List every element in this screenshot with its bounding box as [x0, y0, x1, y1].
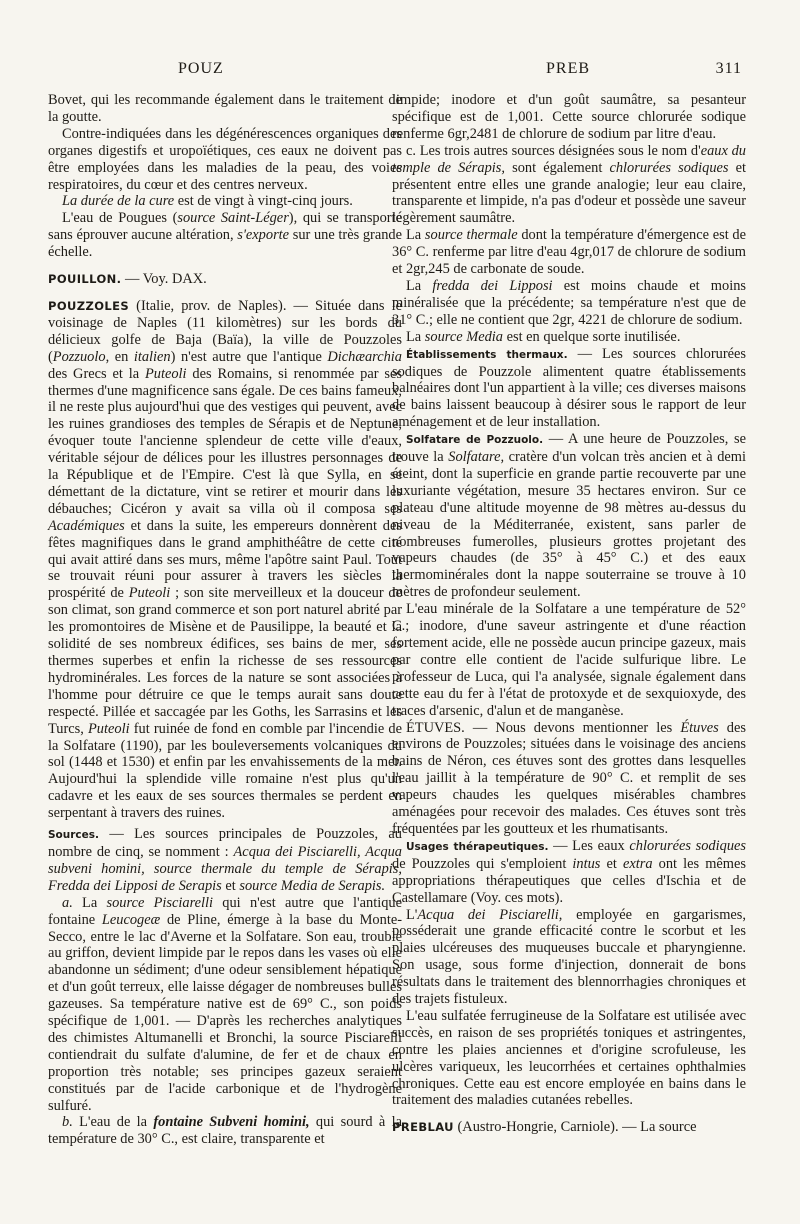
entry-pouzzoles: POUZZOLES (Italie, prov. de Naples). — Située dans le voisinage de Naples (11 kilomètres) sur les bords du délicieux golfe de Baja (Baïa), la ville de Pouzzoles (Pozzuolo, en italien) n'est autre que l'antique Dichæarchia des Grecs et la Puteoli des Romains, si renommée par ses thermes d'une magnificence sans égale. De ces bains fameux, il ne reste plus aujourd'hui que des vestiges qui peuvent, avec les ruines grandioses des temples de Sérapis et de Neptune, évoquer toute l'ancienne splendeur de cette ville d'eaux, véritable séjour de délices pour les illustres personnages de la République et de l'Empire. C'est là que Sylla, en se démettant de la dictature, vint se retirer et mourir dans les débauches; Cicéron y avait sa villa où il composa ses Académiques et dans la suite, les empereurs donnèrent des fêtes magnifiques dans le grand amphithéâtre de cette cité qui avait attiré dans ses murs, même l'apôtre saint Paul. Tout se trouvait réuni pour assurer à travers les siècles la prospérité de Puteoli ; son site merveilleux et la douceur de son climat, son grand commerce et son port naturel abrité par les promontoires de Misène et de Pausilippe, la beauté et la solidité de ses nombreux édifices, ses bains de mer, ses thermes superbes et enfin la richesse de ses ressources hydrominérales. Les forces de la nature se sont associées à l'homme pour détruire ce que le temps aurait sans doute respecté. Pillée et saccagée par les Goths, les Sarrasins et les Turcs, Puteoli fut ruinée de fond en comble par l'incendie de la Solfatare (1190), par les bouleversements volcaniques du sol (1448 et 1530) et enfin par les envahissements de la mer. Aujourd'hui la splendide ville romaine n'est plus qu'un cadavre et les eaux de ses sources thermales se perdent en serpentant à travers des ruines.: [48, 297, 403, 822]
paragraph-solfatare: Solfatare de Pozzuolo. — A une heure de Pouzzoles, se trouve la Solfatare, cratère d'un volcan très ancien et à demi éteint, dont la superficie en grande partie recouverte par une luxuriante végétation, mesure 35 hectares environ. Sur ce plateau d'une altitude moyenne de 98 mètres au-dessus du niveau de la Méditerranée, existent, sans parler de nombreuses fumerolles, plusieurs grottes projetant des vapeurs chaudes (de 35° à 45° C.) et des eaux thermominérales dont la nappe souterraine se trouve à 10 mètres de profondeur seulement.: [392, 431, 746, 601]
subheading-etablissements: Établissements thermaux.: [406, 348, 568, 361]
paragraph-source-c: c. Les trois autres sources désignées sous le nom d'eaux du temple de Sérapis, sont également chlorurées sodiques et présentent entre elles une grande analogie; leur eau claire, transparente et limpide, n'a pas d'odeur et possède une saveur légèrement saumâtre.: [392, 142, 747, 227]
paragraph-source-a: a. La source Pisciarelli qui n'est autre que l'antique fontaine Leucogeæ de Pline, émerge à la base du Monte-Secco, entre le lac d'Averne et la Solfatare. Son eau, trouble au griffon, devient limpide par le repos dans les vases où elle abandonne un sédiment; d'une odeur sensiblement hépatique et d'un goût terreux, elle laisse dégager de nombreuses bulles gazeuses. Sa température native est de 69° C., son poids spécifique de 1,001. — D'après les recherches analytiques des chimistes Altumanelli et Bronchi, la source Pisciarelli contiendrait du sulfate d'alumine, de fer et de chaux en proportion très notable; ses principes gazeux seraient constitués par de l'acide carbonique et de l'hydrogène sulfuré.: [48, 894, 403, 1114]
paragraph-etablissements: Établissements thermaux. — Les sources chlorurées sodiques de Pouzzole alimentent quatre établissements balnéaires dont l'un appartient à la ville; ces diverses maisons de bains laissent beaucoup à désirer sous le rapport de leur aménagement et de leur installation.: [392, 345, 746, 431]
paragraph-duree-cure: La durée de la cure est de vingt à vingt-cinq jours.: [62, 193, 353, 210]
paragraph-acqua-pisciarelli: L'Acqua dei Pisciarelli, employée en gargarismes, posséderait une grande efficacité contre le scorbut et les plaies ulcéreuses des muqueuses buccale et pharyngienne. Son usage, sous forme d'injection, donnerait de bons résultats dans le traitement des blennorrhagies chroniques et des trajets fistuleux.: [392, 906, 746, 1008]
paragraph-sources: Sources. — Les sources principales de Pouzzoles, au nombre de cinq, se nomment : Acqua dei Pisciarelli, Acqua subveni homini, source thermale du temple de Sérapis, Fredda dei Lipposi de Serapis et source Media de Serapis.: [48, 826, 402, 894]
paragraph-pougues-export: L'eau de Pougues (source Saint-Léger), qui se transporte sans éprouver aucune altération, s'exporte sur une très grande échelle.: [48, 210, 402, 261]
paragraph-goutte: Bovet, qui les recommande également dans le traitement de la goutte.: [48, 92, 402, 125]
paragraph-media: La source Media est en quelque sorte inutilisée.: [406, 328, 681, 345]
paragraph-fredda: La fredda dei Lipposi est moins chaude et moins minéralisée que la précédente; sa température n'est que de 31° C.; elle ne contient que 2gr, 4221 de chlorure de sodium.: [392, 277, 746, 328]
entry-heading-preblau: PREBLAU: [392, 1120, 454, 1135]
paragraph-etuves: ÉTUVES. — Nous devons mentionner les Étuves des environs de Pouzzoles; situées dans le voisinage des anciens bains de Néron, ces étuves sont des grottes dans lesquelles l'eau jaillit à la température de 90° C. et remplit de ses vapeurs chaudes les quelques misérables chambres aménagées pour recevoir des malades. Ces étuves sont très fréquentées par les goutteux et les rhumatisants.: [392, 719, 746, 837]
entry-heading-pouzzoles: POUZZOLES: [48, 298, 130, 313]
paragraph-contre-indications: Contre-indiquées dans les dégénérescences organiques des organes digestifs et uropoïétiques, ces eaux ne doivent pas être employées dans les maladies de la peau, des voies respiratoires, du cœur et des centres nerveux.: [48, 125, 402, 193]
paragraph-ferrugineuse: L'eau sulfatée ferrugineuse de la Solfatare est utilisée avec succès, en raison de ses propriétés toniques et astringentes, contre les plaies anciennes et d'origine scrofuleuse, les ulcères variqueux, les leucorrhées et certaines ophthalmies chroniques. Cette eau est encore employée en bains dans le traitement des maladies cutanées rebelles.: [392, 1007, 746, 1109]
right-column: [392, 92, 746, 1136]
paragraph-source-thermale: La source thermale dont la température d'émergence est de 36° C. renferme par litre d'eau 4gr,017 de chlorure de sodium et 2gr,245 de carbonate de soude.: [392, 227, 746, 278]
paragraph-usages: Usages thérapeutiques. — Les eaux chlorurées sodiques de Pouzzoles qui s'emploient intus et extra ont les mêmes appropriations thérapeutiques que celles d'Ischia et de Castellamare (Voy. ces mots).: [392, 837, 746, 906]
paragraph-subveni-continued: limpide; inodore et d'un goût saumâtre, sa pesanteur spécifique est de 1,001. Cette source chlorurée sodique renferme 6gr,2481 de chlorure de sodium par litre d'eau.: [392, 92, 746, 142]
page-number: 311: [715, 60, 742, 77]
paragraph-source-b: b. L'eau de la fontaine Subveni homini, qui sourd à la température de 30° C., est claire, transparente et: [48, 1114, 402, 1148]
left-column: [48, 92, 402, 1148]
subheading-sources: Sources.: [48, 829, 100, 842]
entry-preblau: PREBLAU (Austro-Hongrie, Carniole). — La source: [392, 1119, 697, 1136]
running-head-left: POUZ: [178, 60, 224, 77]
entry-pouillon: POUILLON. — Voy. DAX.: [48, 271, 207, 288]
subheading-usages: Usages thérapeutiques.: [406, 840, 549, 853]
subheading-solfatare: Solfatare de Pozzuolo.: [406, 434, 544, 447]
running-head-center: PREB: [546, 60, 591, 77]
paragraph-eau-minerale: L'eau minérale de la Solfatare a une température de 52° C.; inodore, d'une saveur astringente et d'une réaction fortement acide, elle ne possède aucun principe gazeux, mais par contre elle contient de l'acide sulfurique libre. Le professeur de Luca, qui l'a analysée, signale également dans cette eau du fer à l'état de protoxyde et de sexquioxyde, des traces d'arsenic, d'alun et de manganèse.: [392, 601, 746, 719]
entry-heading-pouillon: POUILLON.: [48, 272, 122, 287]
